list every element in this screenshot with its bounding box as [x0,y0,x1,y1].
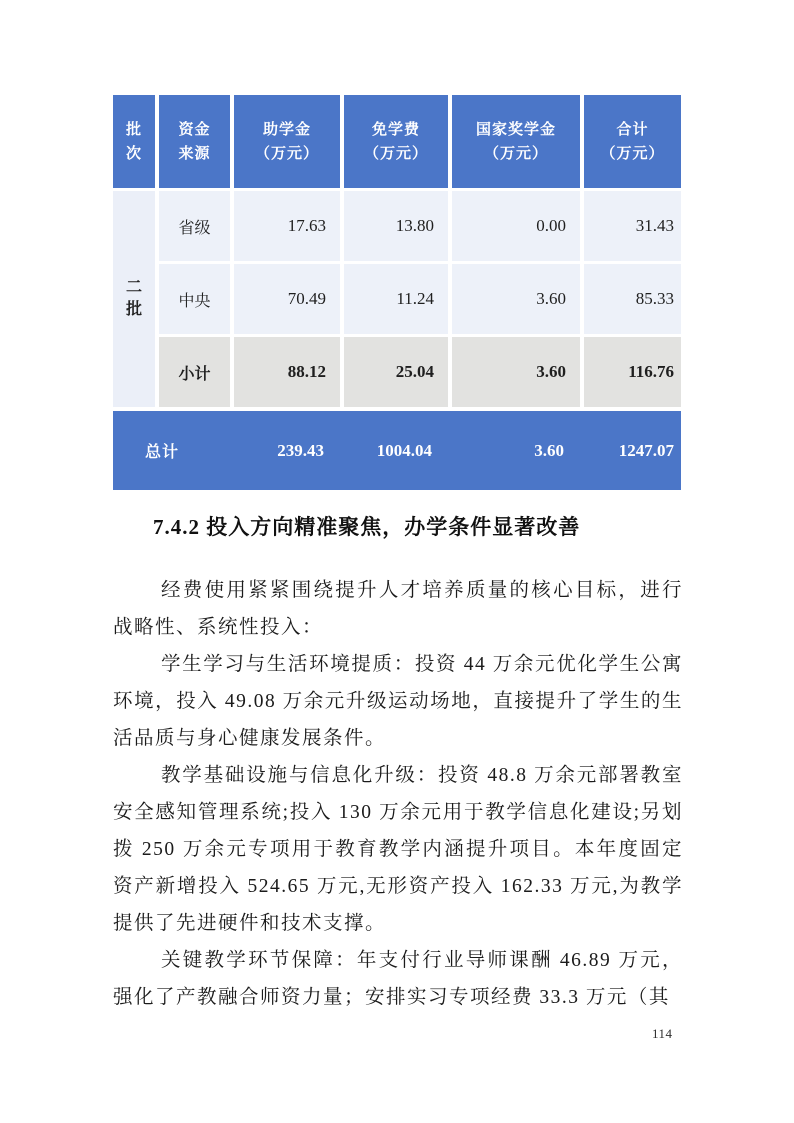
cell-value: 70.49 [234,264,340,334]
table-body-grid [159,191,681,407]
page-number: 114 [652,1026,673,1041]
header-label: 资金 [178,121,211,139]
cell-value: 85.33 [584,264,681,334]
cell-value: 13.80 [344,191,448,261]
header-label: 免学费 [371,121,420,139]
section-heading: 7.4.2 投入方向精准聚焦，办学条件显著改善 [153,515,581,539]
header-cell-total [584,95,681,188]
total-value: 3.60 [534,440,564,460]
header-label: 国家奖学金 [475,121,556,139]
funding-table [113,95,681,490]
total-value: 1004.04 [376,440,432,460]
cell-value: 31.43 [584,191,681,261]
cell-source-subtotal: 小计 [159,337,230,407]
header-cell-national-scholarship [452,95,580,188]
header-label: 合计 [616,121,649,139]
total-label: 总计 [145,444,180,461]
header-label: 来源 [178,144,211,162]
batch-label: 批 [125,301,142,318]
paragraph-living-environment: 学生学习与生活环境提质：投资 44 万余元优化学生公寓环境，投入 49.08 万余元升级运动场地，直接提升了学生的生活品质与身心健康发展条件。 [113,654,683,749]
total-value: 1247.07 [618,440,674,460]
header-cell-source [159,95,230,188]
cell-value-subtotal: 3.60 [452,337,580,407]
header-label: （万元） [254,144,319,162]
total-value: 239.43 [277,440,324,460]
table-body [113,191,681,407]
paragraph-intro: 经费使用紧紧围绕提升人才培养质量的核心目标，进行战略性、系统性投入： [113,580,683,638]
cell-value-subtotal: 88.12 [234,337,340,407]
cell-value: 11.24 [344,264,448,334]
table-total-row [113,411,681,490]
cell-source: 省级 [159,191,230,261]
paragraph-teaching-support: 关键教学环节保障：年支付行业导师课酬 46.89 万元，强化了产教融合师资力量；安排实习专项经费 33.3 万元（其 [113,950,683,1008]
header-label: 助学金 [262,121,311,139]
table-header-row [113,95,681,188]
paragraph-infrastructure: 教学基础设施与信息化升级：投资 48.8 万余元部署教室安全感知管理系统;投入 130 万余元用于教学信息化建设;另划拨 250 万余元专项用于教育教学内涵提升项目。本年度固定资产新增投入 524.65 万元,无形资产投入 162.33 万元,为教学提供了先进硬件和技术支撑。 [113,765,683,934]
header-cell-grant [234,95,340,188]
header-label: （万元） [483,144,548,162]
cell-value-subtotal: 116.76 [584,337,681,407]
cell-value-subtotal: 25.04 [344,337,448,407]
cell-value: 17.63 [234,191,340,261]
body-text-block [113,572,683,1016]
header-label: （万元） [600,144,665,162]
header-cell-tuition-waiver [344,95,448,188]
cell-source: 中央 [159,264,230,334]
header-label: （万元） [363,144,428,162]
header-label: 次 [125,144,142,162]
header-label: 批 [125,121,142,139]
cell-value: 3.60 [452,264,580,334]
header-cell-batch [113,95,155,188]
batch-label: 二 [125,279,142,297]
batch-merged-cell [113,191,155,407]
cell-value: 0.00 [452,191,580,261]
